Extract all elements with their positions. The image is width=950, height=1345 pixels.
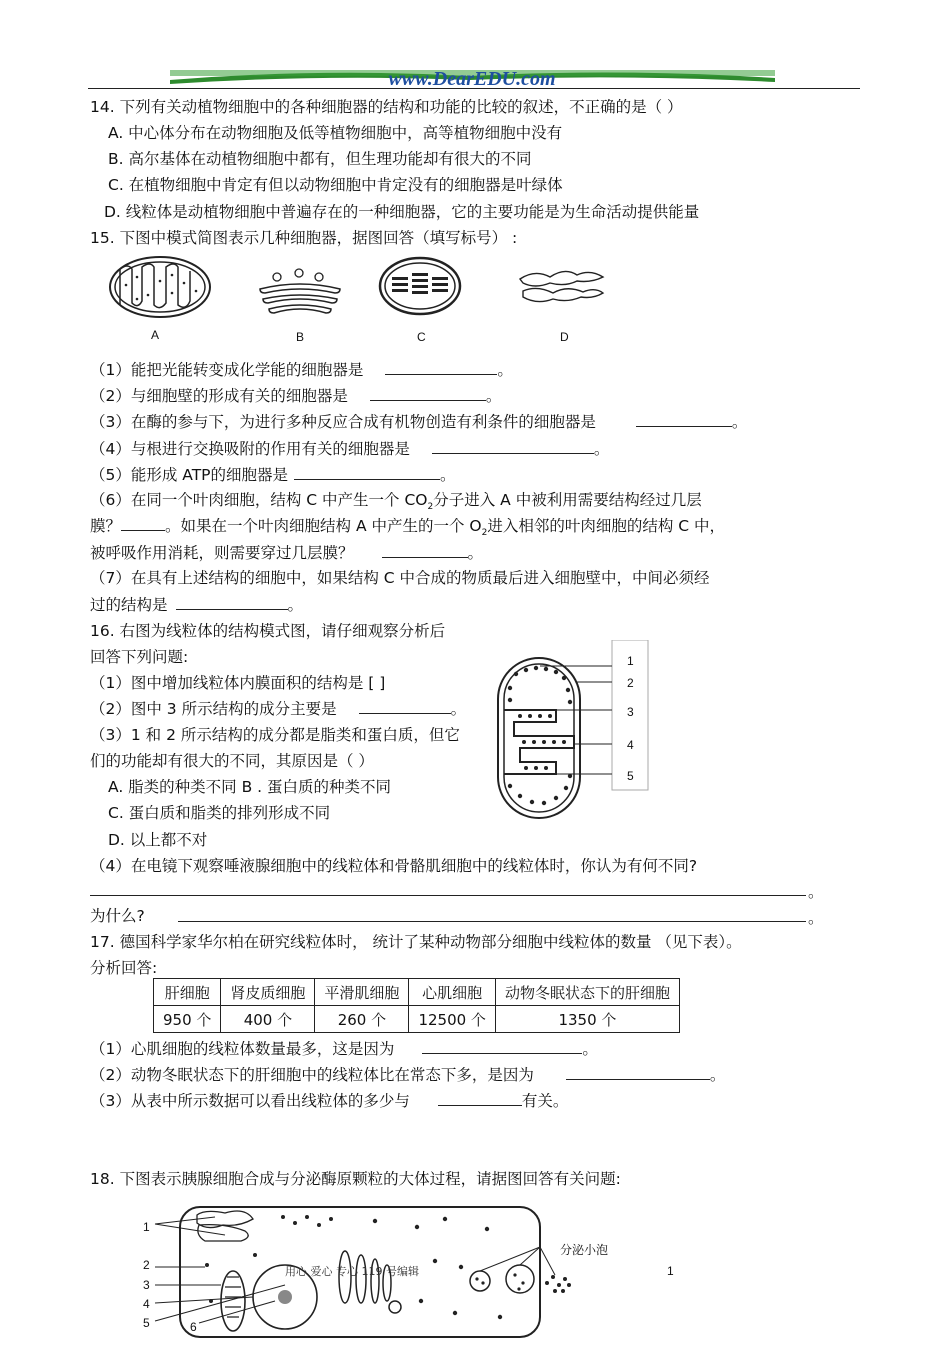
q15-item-1: （1）能把光能转变成化学能的细胞器是 。	[90, 361, 513, 379]
mito-label-2: 2	[627, 676, 634, 690]
q16-why: 为什么?	[90, 907, 145, 925]
mito-label-4: 4	[627, 738, 634, 752]
secretory-vesicle-label: 分泌小泡	[560, 1243, 609, 1257]
table-header-row	[154, 979, 680, 1006]
q15-stem: 15. 下图中模式简图表示几种细胞器，据图回答（填写标号） :	[90, 229, 518, 247]
footer-text: 用心 爱心 专心 119 号编辑	[285, 1265, 419, 1278]
table-cell: 12500 个	[409, 1006, 496, 1033]
q16-item-1: （1）图中增加线粒体内膜面积的结构是 [ ]	[90, 674, 386, 692]
answer-blank[interactable]	[422, 1039, 582, 1054]
q17-stem-1: 17. 德国科学家华尔柏在研究线粒体时， 统计了某种动物部分细胞中线粒体的数量 （见下表）。	[90, 933, 742, 951]
answer-blank[interactable]	[385, 360, 497, 375]
answer-blank[interactable]	[566, 1065, 710, 1080]
fig-label-c: C	[417, 330, 426, 344]
q17-item-1: （1）心肌细胞的线粒体数量最多，这是因为 。	[90, 1040, 598, 1058]
q16-item-2: （2）图中 3 所示结构的成分主要是 。	[90, 700, 467, 718]
q16-item-3a: （3）1 和 2 所示结构的成分都是脂类和蛋白质，但它	[90, 726, 460, 744]
fig-label-d: D	[560, 330, 569, 344]
q17-item-3: （3）从表中所示数据可以看出线粒体的多少与 有关。	[90, 1092, 569, 1110]
answer-blank[interactable]	[438, 1091, 522, 1106]
answer-line[interactable]	[178, 921, 806, 922]
q16-stem-2: 回答下列问题:	[90, 648, 189, 666]
answer-line[interactable]	[90, 895, 806, 896]
q15-item-6-line1: （6）在同一个叶肉细胞，结构 C 中产生一个 $CO_2$分子进入 A 中被利用需要结构经过几层	[90, 491, 702, 513]
site-name: www.DearEDU.com	[388, 68, 556, 88]
er-figure-d	[515, 265, 607, 310]
cell-label-6: 6	[190, 1320, 197, 1334]
answer-blank[interactable]	[432, 439, 594, 454]
mito-label-1: 1	[627, 654, 634, 668]
q15-item-7-line2: 过的结构是 。	[90, 596, 304, 614]
header-rule	[88, 88, 860, 89]
q15-item-2: （2）与细胞壁的形成有关的细胞器是 。	[90, 387, 502, 405]
q15-item-5: （5）能形成 ATP的细胞器是 。	[90, 466, 456, 484]
fig-label-a: A	[151, 328, 160, 342]
answer-blank[interactable]	[359, 699, 451, 714]
site-banner	[170, 66, 775, 88]
mitochondria-count-table	[153, 978, 680, 1033]
table-header-cell: 平滑肌细胞	[315, 979, 409, 1006]
mitochondrion-structure-diagram	[480, 640, 650, 820]
q17-item-2: （2）动物冬眠状态下的肝细胞中的线粒体比在常态下多，是因为 。	[90, 1066, 726, 1084]
cell-label-5: 5	[143, 1316, 150, 1330]
table-cell: 260 个	[315, 1006, 409, 1033]
q15-item-6-line3: 被呼吸作用消耗，则需要穿过几层膜？ 。	[90, 544, 484, 562]
answer-blank[interactable]	[636, 412, 732, 427]
q14-stem: 14. 下列有关动植物细胞中的各种细胞器的结构和功能的比较的叙述，不正确的是（ ）	[90, 98, 683, 116]
answer-blank[interactable]	[121, 516, 165, 531]
answer-blank[interactable]	[176, 595, 288, 610]
table-cell: 400 个	[221, 1006, 315, 1033]
chloroplast-figure-c	[378, 255, 463, 317]
q18-stem: 18. 下图表示胰腺细胞合成与分泌酶原颗粒的大体过程，请据图回答有关问题:	[90, 1170, 621, 1188]
period: 。	[808, 909, 824, 927]
q16-option-ab: A. 脂类的种类不同 B . 蛋白质的种类不同	[108, 778, 392, 796]
q14-option-b: B. 高尔基体在动植物细胞中都有，但生理功能却有很大的不同	[108, 150, 532, 168]
q15-item-6-line2: 膜？ 。如果在一个叶肉细胞结构 A 中产生的一个 $O_2$进入相邻的叶肉细胞的结构 C 中，	[90, 517, 726, 539]
q16-stem-1: 16. 右图为线粒体的结构模式图，请仔细观察分析后	[90, 622, 446, 640]
fig-label-b: B	[296, 330, 305, 344]
q16-item-3b: 们的功能却有很大的不同，其原因是（ ）	[90, 752, 374, 770]
golgi-figure-b	[255, 265, 345, 320]
cell-label-2: 2	[143, 1258, 150, 1272]
mitochondrion-figure-a	[108, 255, 213, 320]
page-number: 1	[667, 1264, 674, 1278]
table-cell: 950 个	[154, 1006, 221, 1033]
q15-item-7-line1: （7）在具有上述结构的细胞中，如果结构 C 中合成的物质最后进入细胞壁中，中间必须经	[90, 569, 710, 587]
answer-blank[interactable]	[382, 543, 468, 558]
table-header-cell: 动物冬眠状态下的肝细胞	[495, 979, 679, 1006]
q16-option-d: D. 以上都不对	[108, 831, 208, 849]
cell-label-3: 3	[143, 1278, 150, 1292]
answer-blank[interactable]	[370, 386, 486, 401]
table-header-cell: 肝细胞	[154, 979, 221, 1006]
q14-option-a: A. 中心体分布在动物细胞及低等植物细胞中，高等植物细胞中没有	[108, 124, 563, 142]
q14-option-c: C. 在植物细胞中肯定有但以动物细胞中肯定没有的细胞器是叶绿体	[108, 176, 563, 194]
period: 。	[808, 883, 824, 901]
q14-option-d: D. 线粒体是动植物细胞中普遍存在的一种细胞器，它的主要功能是为生命活动提供能量	[104, 203, 700, 221]
answer-blank[interactable]	[294, 465, 440, 480]
q16-option-c: C. 蛋白质和脂类的排列形成不同	[108, 804, 331, 822]
cell-label-1: 1	[143, 1220, 150, 1234]
q17-stem-2: 分析回答:	[90, 959, 158, 977]
q15-item-3: （3）在酶的参与下，为进行多种反应合成有机物创造有利条件的细胞器是 。	[90, 413, 748, 431]
cell-label-4: 4	[143, 1297, 150, 1311]
mito-label-3: 3	[627, 705, 634, 719]
q16-item-4: （4）在电镜下观察唾液腺细胞中的线粒体和骨骼肌细胞中的线粒体时，你认为有何不同?	[90, 857, 698, 875]
q15-item-4: （4）与根进行交换吸附的作用有关的细胞器是 。	[90, 440, 610, 458]
table-header-cell: 肾皮质细胞	[221, 979, 315, 1006]
table-header-cell: 心肌细胞	[409, 979, 496, 1006]
mito-label-5: 5	[627, 769, 634, 783]
table-cell: 1350 个	[495, 1006, 679, 1033]
table-row	[154, 1006, 680, 1033]
